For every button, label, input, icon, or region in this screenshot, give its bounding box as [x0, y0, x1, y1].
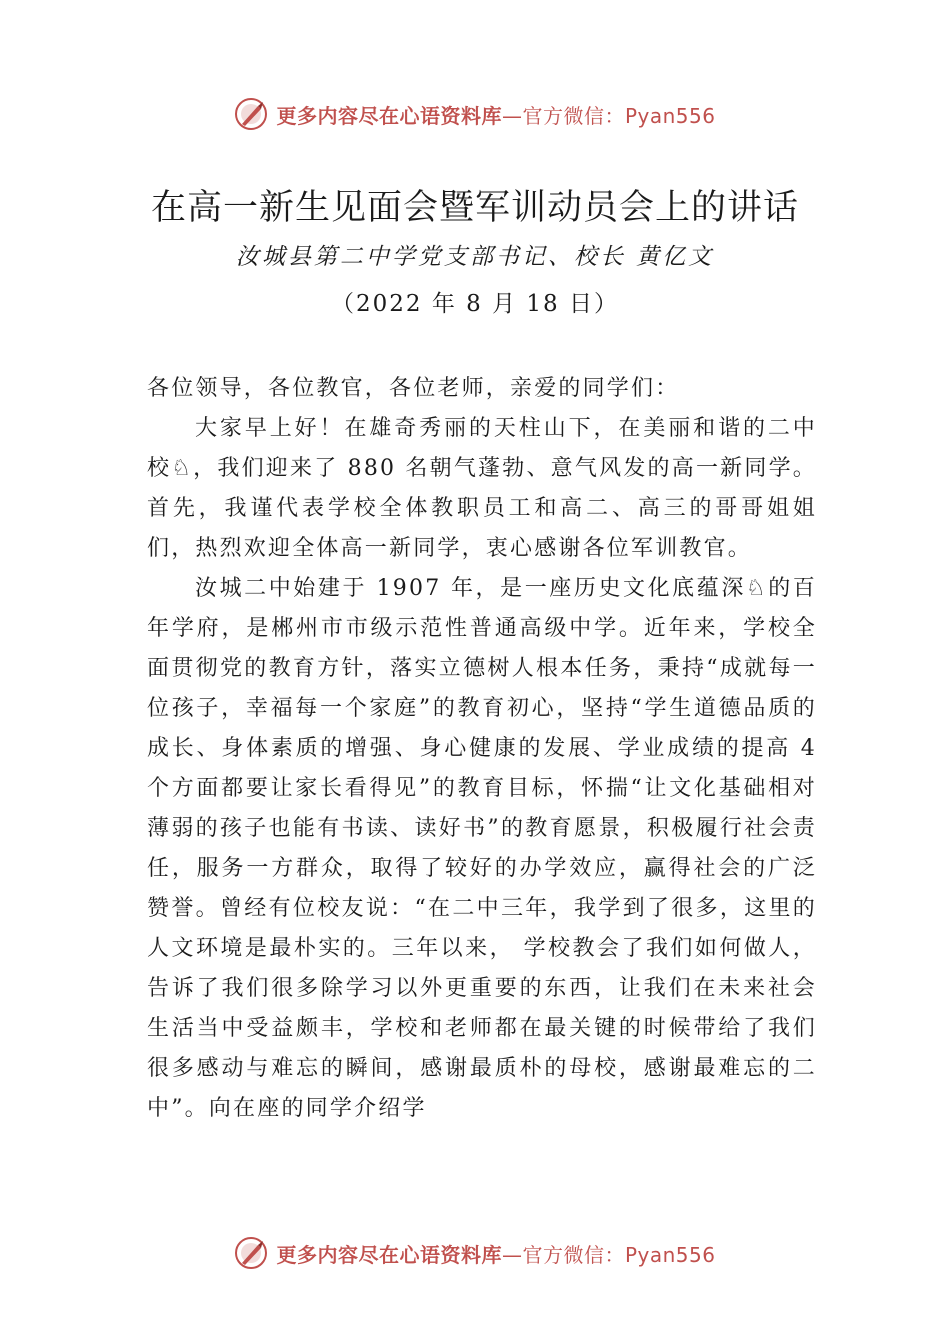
paragraph-1: 大家早上好！在雄奇秀丽的天柱山下，在美丽和谐的二中校♘，我们迎来了 880 名朝气蓬勃、意气风发的高一新同学。首先，我谨代表学校全体教职员工和高二、高三的哥哥姐姐们，热烈欢迎全体高一新同学，衷心感谢各位军训教官。 [147, 416, 817, 561]
watermark-banner-top [0, 94, 950, 134]
quill-pen-icon [234, 97, 268, 131]
document-title: 在高一新生见面会暨军训动员会上的讲话 [150, 188, 799, 228]
watermark-tail: —官方微信：Pyan556 [501, 1242, 716, 1267]
watermark-lead: 更多内容尽在心语资料库 [276, 1242, 502, 1267]
watermark-lead: 更多内容尽在心语资料库 [276, 103, 502, 128]
salutation: 各位领导，各位教官，各位老师，亲爱的同学们： [147, 376, 680, 401]
watermark-text [276, 1239, 715, 1268]
paragraph-2: 汝城二中始建于 1907 年，是一座历史文化底蕴深♘的百年学府，是郴州市市级示范性普通高级中学。近年来，学校全面贯彻党的教育方针，落实立德树人根本任务，秉持“成就每一位孩子，幸福每一个家庭”的教育初心，坚持“学生道德品质的成长、身体素质的增强、身心健康的发展、学业成绩的提高 4 个方面都要让家长看得见”的教育目标，怀揣“让文化基础相对薄弱的孩子也能有书读、读好书”的教育愿景，积极履行社会责任，服务一方群众，取得了较好的办学效应，赢得社会的广泛赞誉。曾经有位校友说：“在二中三年，我学到了很多，这里的人文环境是最朴实的。三年以来， 学校教会了我们如何做人，告诉了我们很多除学习以外更重要的东西，让我们在未来社会生活当中受益颇丰，学校和老师都在最关键的时候带给了我们很多感动与难忘的瞬间，感谢最质朴的母校，感谢最难忘的二中”。向在座的同学介绍学 [147, 576, 817, 1121]
watermark-tail: —官方微信：Pyan556 [501, 103, 716, 128]
document-date: （2022 年 8 月 18 日） [331, 291, 619, 317]
watermark-text [276, 100, 715, 129]
quill-pen-icon [234, 1236, 268, 1270]
document-author: 汝城县第二中学党支部书记、校长 黄亿文 [235, 244, 715, 270]
watermark-banner-bottom [0, 1233, 950, 1273]
document-body [147, 369, 817, 1129]
